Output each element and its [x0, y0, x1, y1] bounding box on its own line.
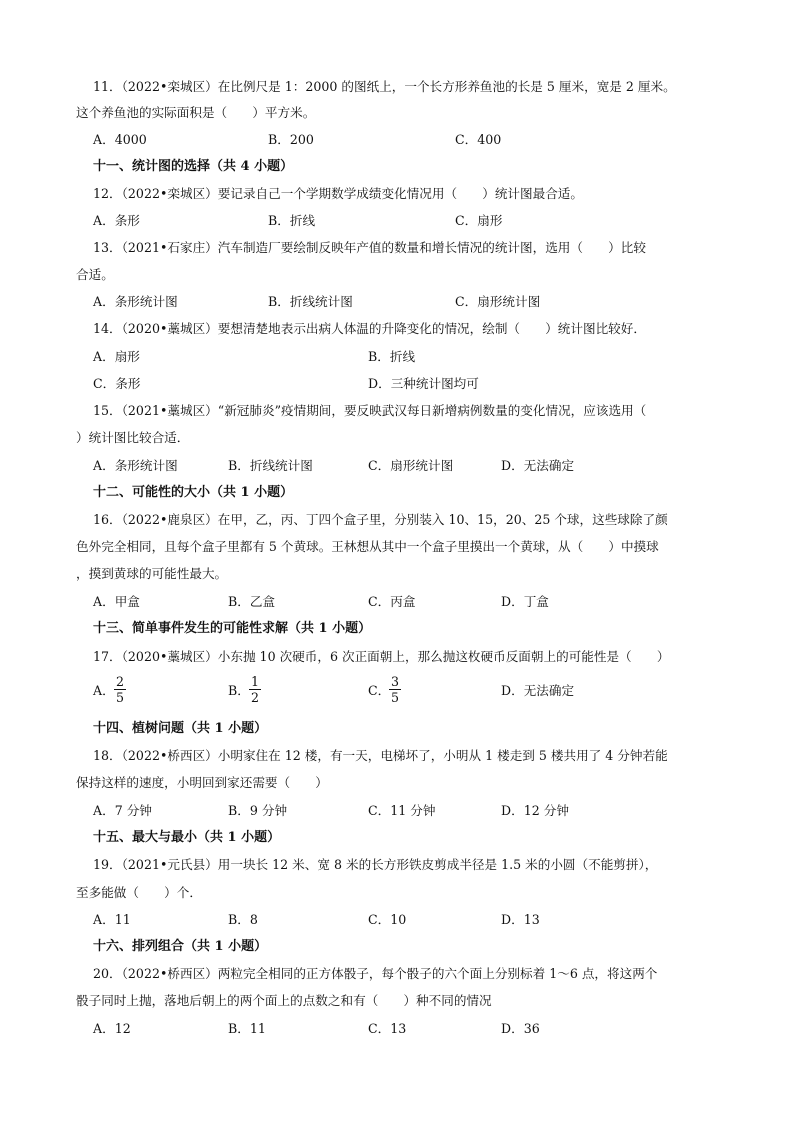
section-heading-11: 十一、统计图的选择（共 4 小题）	[93, 159, 294, 174]
q15-option-d: D．无法确定	[501, 458, 575, 473]
section-heading-16: 十六、排列组合（共 1 小题）	[93, 939, 268, 954]
q17-option-b-label: B．	[228, 683, 250, 698]
q17-option-a-fraction	[114, 674, 126, 705]
q17-option-c-label: C．	[368, 683, 391, 698]
q12-option-c: C．扇形	[455, 213, 503, 228]
q18-option-d: D．12 分钟	[501, 803, 569, 818]
q20-stem-line1: 20．（2022•桥西区）两粒完全相同的正方体骰子，每个骰子的六个面上分别标着 1～6 点，将这两个	[93, 966, 658, 981]
q19-option-b: B．8	[228, 912, 258, 927]
q16-stem-line1: 16．（2022•鹿泉区）在甲，乙，丙、丁四个盒子里，分别装入 10、15，20、25 个球，这些球除了颜	[93, 512, 668, 527]
q11-option-c: C．400	[455, 132, 502, 147]
q20-stem-line2: 骰子同时上抛，落地后朝上的两个面上的点数之和有（ ）种不同的情况	[76, 993, 492, 1008]
q19-stem-line2: 至多能做（ ）个．	[76, 885, 202, 900]
q18-stem-line1: 18．（2022•桥西区）小明家住在 12 楼，有一天，电梯坏了，小明从 1 楼走到 5 楼共用了 4 分钟若能	[93, 748, 668, 763]
q11-option-b: B．200	[268, 132, 314, 147]
q17-stem-line1: 17．（2020•藁城区）小东抛 10 次硬币，6 次正面朝上，那么抛这枚硬币反面朝上的可能性是（ ）	[93, 649, 670, 664]
q16-option-b: B．乙盒	[228, 594, 276, 609]
q16-option-d: D．丁盒	[501, 594, 549, 609]
q19-option-a: A．11	[93, 912, 131, 927]
q16-option-a: A．甲盒	[93, 594, 140, 609]
q20-option-c: C．13	[368, 1021, 407, 1036]
q17-option-d: D．无法确定	[501, 683, 575, 698]
q20-option-a: A．12	[93, 1021, 131, 1036]
q14-option-b: B．折线	[368, 349, 416, 364]
q15-option-b: B．折线统计图	[228, 458, 313, 473]
fraction-numerator: 3	[390, 674, 399, 689]
q14-option-c: C．条形	[93, 376, 141, 391]
q13-stem-line2: 合适。	[76, 267, 114, 282]
q18-option-c: C．11 分钟	[368, 803, 436, 818]
q14-option-d: D．三种统计图均可	[368, 376, 479, 391]
q20-option-b: B．11	[228, 1021, 266, 1036]
fraction-numerator: 1	[250, 674, 259, 689]
q16-stem-line2: 色外完全相同，且每个盒子里都有 5 个黄球。王林想从其中一个盒子里摸出一个黄球，从（ ）中摸球	[76, 539, 659, 554]
q15-stem-line1: 15．（2021•藁城区）“新冠肺炎”疫情期间，要反映武汉每日新增病例数量的变化情况，应该选用（	[93, 403, 647, 418]
q12-stem-line1: 12．（2022•栾城区）要记录自己一个学期数学成绩变化情况用（ ）统计图最合适。	[93, 186, 583, 201]
fraction-numerator: 2	[115, 674, 124, 689]
q13-option-c: C．扇形统计图	[455, 294, 541, 309]
q18-option-a: A．7 分钟	[93, 803, 152, 818]
q16-stem-line3: ，摸到黄球的可能性最大。	[76, 566, 228, 581]
q14-option-a: A．扇形	[93, 349, 140, 364]
q18-option-b: B．9 分钟	[228, 803, 288, 818]
fraction-denominator: 5	[390, 690, 399, 705]
q20-option-d: D．36	[501, 1021, 540, 1036]
q15-option-a: A．条形统计图	[93, 458, 178, 473]
q18-stem-line2: 保持这样的速度，小明回到家还需要（ ）	[76, 775, 328, 790]
q17-option-c-fraction	[389, 674, 401, 705]
q19-option-d: D．13	[501, 912, 540, 927]
q15-stem-line2: ）统计图比较合适．	[76, 430, 190, 445]
fraction-denominator: 5	[115, 690, 124, 705]
q11-stem-line1: 11．（2022•栾城区）在比例尺是 1：2000 的图纸上，一个长方形养鱼池的长是 5 厘米，宽是 2 厘米。	[93, 79, 676, 94]
fraction-denominator: 2	[250, 690, 259, 705]
q13-stem-line1: 13．（2021•石家庄）汽车制造厂要绘制反映年产值的数量和增长情况的统计图，选用（ ）比较	[93, 240, 646, 255]
section-heading-13: 十三、简单事件发生的可能性求解（共 1 小题）	[93, 621, 372, 636]
section-heading-15: 十五、最大与最小（共 1 小题）	[93, 830, 281, 845]
q12-option-b: B．折线	[268, 213, 316, 228]
section-heading-12: 十二、可能性的大小（共 1 小题）	[93, 485, 294, 500]
section-heading-14: 十四、植树问题（共 1 小题）	[93, 721, 268, 736]
q17-option-a-label: A．	[93, 683, 115, 698]
q13-option-b: B．折线统计图	[268, 294, 353, 309]
q13-option-a: A．条形统计图	[93, 294, 178, 309]
q11-option-a: A．4000	[93, 132, 147, 147]
q14-stem-line1: 14．（2020•藁城区）要想清楚地表示出病人体温的升降变化的情况，绘制（ ）统计图比较好．	[93, 321, 646, 336]
q16-option-c: C．丙盒	[368, 594, 416, 609]
q12-option-a: A．条形	[93, 213, 140, 228]
q17-option-b-fraction	[249, 674, 261, 705]
q19-option-c: C．10	[368, 912, 407, 927]
q19-stem-line1: 19．（2021•元氏县）用一块长 12 米、宽 8 米的长方形铁皮剪成半径是 1.5 米的小圆（不能剪拼），	[93, 857, 658, 872]
q11-stem-line2: 这个养鱼池的实际面积是（ ）平方米。	[76, 105, 316, 120]
q15-option-c: C．扇形统计图	[368, 458, 454, 473]
